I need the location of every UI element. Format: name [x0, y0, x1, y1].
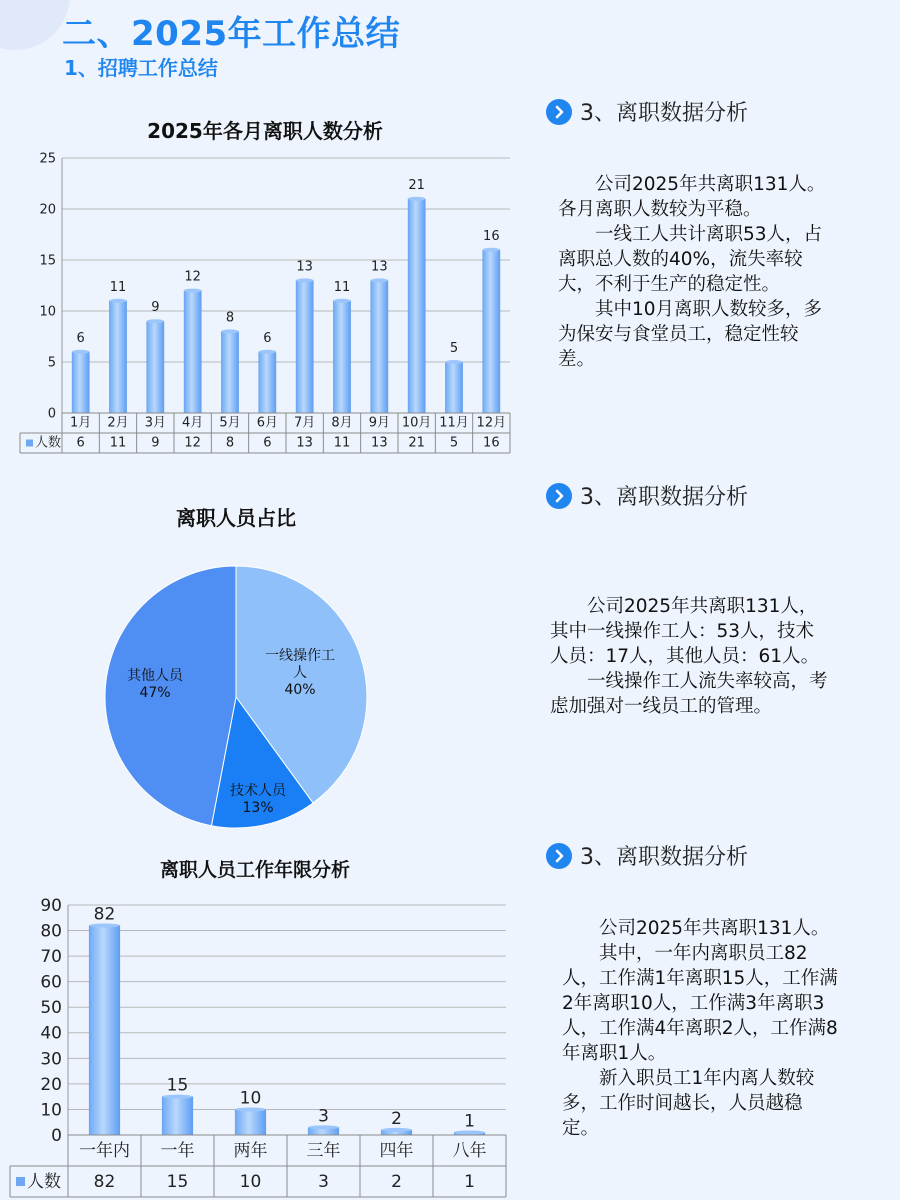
- legend-label: 人数: [35, 435, 62, 451]
- table-value: 11: [333, 435, 351, 451]
- data-label: 10: [239, 1088, 262, 1109]
- table-value: 1: [464, 1172, 475, 1193]
- bar-top: [408, 197, 425, 201]
- slice-label: 其他人员: [127, 668, 183, 684]
- data-label: 6: [263, 330, 272, 346]
- bar: [296, 280, 313, 413]
- paragraph: 其中，一年内离职员工82人，工作满1年离职15人，工作满2年离职10人，工作满3年离职3人，工作满4年离职2人，工作满8年离职1人。: [562, 943, 838, 1064]
- category-label: 8月: [331, 415, 353, 431]
- data-label: 3: [318, 1106, 329, 1127]
- bar-top: [72, 350, 89, 354]
- y-tick-label: 80: [40, 921, 62, 942]
- bar: [221, 331, 238, 413]
- section-heading-label: 3、离职数据分析: [580, 845, 748, 870]
- bar-top: [221, 329, 238, 333]
- category-label: 1月: [70, 415, 92, 431]
- data-label: 6: [76, 330, 85, 346]
- category-label: 3月: [144, 415, 166, 431]
- chart-title: 离职人员占比: [176, 506, 296, 530]
- data-label: 13: [296, 259, 313, 275]
- legend-label: 人数: [27, 1172, 61, 1193]
- bar: [147, 321, 164, 413]
- y-tick-label: 20: [40, 1074, 62, 1095]
- category-label: 12月: [476, 415, 507, 431]
- bar: [259, 352, 276, 413]
- bar: [371, 280, 388, 413]
- chart-title: 2025年各月离职人数分析: [147, 119, 383, 143]
- section-heading: [546, 480, 748, 511]
- bar: [184, 291, 201, 413]
- table-value: 12: [184, 435, 201, 451]
- bar-top: [371, 278, 388, 282]
- paragraph: 公司2025年共离职131人。: [599, 918, 830, 939]
- data-label: 1: [464, 1111, 475, 1132]
- y-tick-label: 25: [39, 151, 56, 167]
- section-heading: [546, 96, 748, 127]
- y-tick-label: 20: [39, 202, 56, 218]
- data-label: 11: [333, 279, 351, 295]
- bar-top: [109, 299, 126, 303]
- y-tick-label: 15: [39, 253, 56, 269]
- data-label: 8: [225, 310, 235, 326]
- bar-top: [333, 299, 350, 303]
- section-heading-label: 3、离职数据分析: [580, 485, 748, 510]
- data-label: 13: [371, 259, 388, 275]
- bar-top: [184, 289, 201, 293]
- y-tick-label: 0: [51, 1125, 62, 1146]
- bar: [408, 199, 425, 413]
- category-label: 5月: [219, 415, 241, 431]
- category-label: 一年内: [79, 1141, 130, 1162]
- category-label: 6月: [256, 415, 278, 431]
- table-value: 8: [225, 435, 235, 451]
- section-heading: [546, 840, 748, 871]
- category-label: 7月: [294, 415, 316, 431]
- y-tick-label: 10: [39, 304, 56, 320]
- slice-label: 一线操作工: [265, 648, 335, 664]
- bar: [162, 1097, 193, 1135]
- page-subtitle: 1、招聘工作总结: [64, 56, 218, 80]
- bar: [483, 250, 500, 413]
- slice-percent: 47%: [139, 685, 171, 701]
- table-value: 9: [151, 435, 160, 451]
- data-label: 16: [483, 228, 500, 244]
- bar-top: [483, 248, 500, 252]
- data-label: 5: [449, 341, 459, 356]
- y-tick-label: 0: [47, 406, 56, 422]
- bar: [333, 301, 350, 413]
- bar-top: [296, 278, 313, 282]
- paragraph: 公司2025年共离职131人，其中一线操作工人：53人，技术人员：17人，其他人员：61人。: [550, 596, 820, 667]
- chevron-right-icon: [546, 483, 572, 509]
- analysis-text: [550, 594, 828, 719]
- tenure-attrition-bar-chart: [0, 845, 540, 1200]
- data-label: 21: [408, 177, 425, 193]
- slice-percent: 40%: [284, 682, 316, 698]
- category-label: 四年: [379, 1141, 414, 1162]
- category-label: 八年: [452, 1141, 487, 1162]
- y-tick-label: 40: [40, 1023, 62, 1044]
- data-label: 2: [391, 1108, 402, 1129]
- slice-label: 人: [293, 665, 307, 681]
- legend-key: [16, 1177, 25, 1186]
- paragraph: 新入职员工1年内离人数较多，工作时间越长，人员越稳定。: [562, 1068, 815, 1139]
- page-title: 二、2025年工作总结: [62, 14, 401, 54]
- bar: [89, 925, 120, 1135]
- data-label: 82: [93, 904, 116, 925]
- data-label: 15: [166, 1075, 189, 1096]
- table-value: 13: [371, 435, 388, 451]
- chart-title: 离职人员工作年限分析: [159, 859, 351, 881]
- category-label: 10月: [401, 415, 432, 431]
- corner-decoration: [0, 0, 70, 50]
- category-label: 一年: [160, 1141, 195, 1162]
- data-label: 12: [184, 269, 201, 285]
- table-value: 21: [408, 435, 425, 451]
- table-value: 11: [109, 435, 127, 451]
- bar-top: [445, 360, 462, 364]
- data-label: 9: [151, 300, 160, 316]
- slice-percent: 13%: [242, 800, 274, 816]
- attrition-share-pie-chart: [0, 490, 540, 840]
- table-value: 16: [483, 435, 500, 451]
- bar: [235, 1109, 266, 1135]
- table-value: 3: [318, 1172, 329, 1193]
- y-tick-label: 5: [47, 355, 56, 371]
- legend-key: [26, 440, 33, 447]
- category-label: 两年: [233, 1141, 268, 1162]
- y-tick-label: 50: [40, 998, 62, 1019]
- paragraph: 一线操作工人流失率较高，考虑加强对一线员工的管理。: [550, 671, 828, 717]
- chevron-right-icon: [546, 843, 572, 869]
- table-value: 10: [239, 1172, 262, 1193]
- section-heading-label: 3、离职数据分析: [580, 101, 748, 126]
- analysis-text: [562, 916, 838, 1141]
- y-tick-label: 10: [40, 1100, 62, 1121]
- paragraph: 其中10月离职人数较多，多为保安与食堂员工，稳定性较差。: [558, 299, 823, 370]
- category-label: 三年: [306, 1141, 341, 1162]
- table-value: 6: [263, 435, 272, 451]
- chevron-right-icon: [546, 99, 572, 125]
- bar-top: [147, 319, 164, 323]
- monthly-attrition-bar-chart: [0, 110, 540, 470]
- table-value: 13: [296, 435, 313, 451]
- table-value: 6: [76, 435, 85, 451]
- bar: [109, 301, 126, 413]
- data-label: 11: [109, 279, 127, 295]
- analysis-text: [558, 172, 834, 372]
- paragraph: 公司2025年共离职131人。各月离职人数较为平稳。: [558, 174, 826, 220]
- category-label: 4月: [182, 415, 204, 431]
- paragraph: 一线工人共计离职53人，占离职总人数的40%，流失率较大，不利于生产的稳定性。: [558, 224, 823, 295]
- bar-top: [259, 350, 276, 354]
- category-label: 11月: [439, 415, 469, 431]
- table-value: 2: [391, 1172, 402, 1193]
- y-tick-label: 70: [40, 947, 62, 968]
- bar: [72, 352, 89, 413]
- table-value: 5: [449, 435, 459, 451]
- bar: [445, 362, 462, 413]
- y-tick-label: 60: [40, 972, 62, 993]
- y-tick-label: 30: [40, 1049, 62, 1070]
- table-value: 15: [166, 1172, 189, 1193]
- category-label: 9月: [368, 415, 390, 431]
- slice-label: 技术人员: [230, 783, 286, 799]
- table-value: 82: [93, 1172, 116, 1193]
- category-label: 2月: [107, 415, 129, 431]
- y-tick-label: 90: [40, 895, 62, 916]
